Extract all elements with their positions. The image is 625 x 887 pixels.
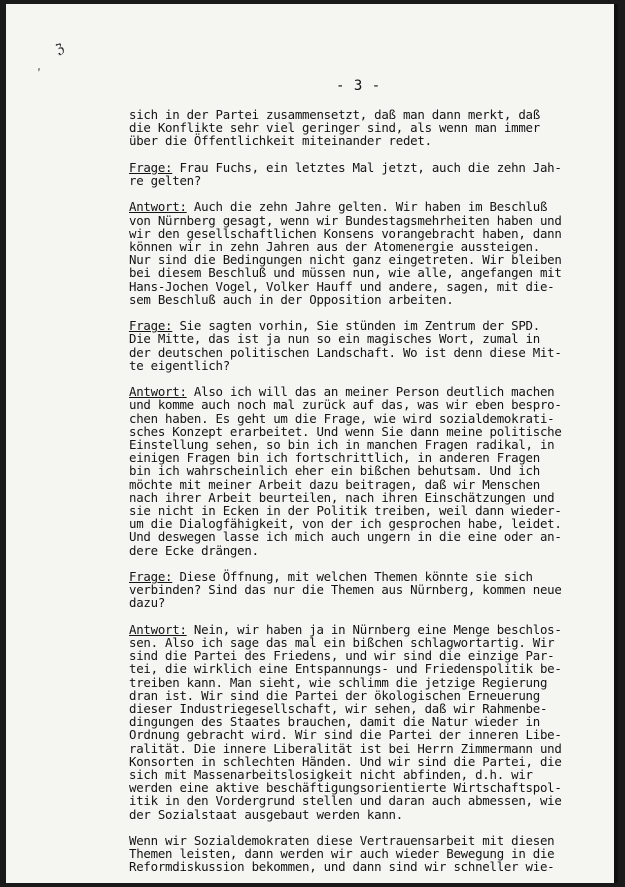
- line-text: bei diesem Beschluß und müssen nun, wie alle, angefangen mit: [129, 265, 562, 281]
- line-text: sen. Also ich sage das mal ein bißchen schlagwortartig. Wir: [129, 635, 555, 651]
- line-text: dieser Industriegesellschaft, wir sehen, daß wir Rahmenbe-: [129, 701, 548, 717]
- line-text: dere Ecke drängen.: [129, 542, 259, 558]
- text-line: [129, 860, 569, 873]
- paragraph: [129, 319, 569, 372]
- line-text: sem Beschluß auch in der Opposition arbeiten.: [129, 291, 454, 307]
- line-text: wir den gesellschaftlichen Konsens vorangebracht haben, dann: [129, 225, 562, 241]
- text-line: [129, 359, 569, 372]
- line-text: bin ich wahrscheinlich eher ein bißchen behutsam. Und ich: [129, 463, 540, 479]
- paragraph: [129, 200, 569, 306]
- speaker-label: Antwort:: [129, 199, 187, 215]
- line-text: chen haben. Es geht um die Frage, wie wird sozialdemokrati-: [129, 410, 555, 426]
- text-line: [129, 174, 569, 187]
- line-text: te eigentlich?: [129, 357, 230, 373]
- paragraph: [129, 161, 569, 187]
- line-text: sich in der Partei zusammensetzt, daß man dann merkt, daß: [129, 107, 540, 122]
- paragraph: [129, 834, 569, 874]
- paragraph: [129, 108, 569, 148]
- line-text: treiben kann. Man sieht, wie schlimm die jetzige Regierung: [129, 674, 548, 690]
- line-text: Wenn wir Sozialdemokraten diese Vertrauensarbeit mit diesen: [129, 833, 555, 849]
- line-text: Reformdiskussion bekommen, und dann sind wir schneller wie-: [129, 859, 555, 875]
- paragraph: [129, 570, 569, 610]
- line-text: dran ist. Wir sind die Partei der ökologischen Erneuerung: [129, 687, 540, 703]
- line-text: Nein, wir haben ja in Nürnberg eine Menge beschlos-: [186, 621, 562, 637]
- line-text: Ordnung gebracht wird. Wir sind die Partei der inneren Libe-: [129, 727, 562, 743]
- line-text: Die Mitte, das ist ja nun so ein magisches Wort, zumal in: [129, 331, 540, 347]
- speaker-label: Antwort:: [129, 621, 187, 637]
- line-text: sches Konzept erarbeitet. Und wenn Sie dann meine politische: [129, 423, 562, 439]
- line-text: um die Dialogfähigkeit, von der ich gesprochen habe, leidet.: [129, 516, 562, 532]
- line-text: Einstellung sehen, so bin ich in manchen Fragen radikal, in: [129, 437, 555, 453]
- line-text: nach ihrer Arbeit beurteilen, nach ihren Einschätzungen und: [129, 489, 555, 505]
- text-line: [129, 134, 569, 147]
- line-text: Frau Fuchs, ein letztes Mal jetzt, auch die zehn Jah-: [172, 159, 562, 175]
- line-text: über die Öffentlichkeit miteinander redet.: [129, 133, 432, 149]
- line-text: und komme auch noch mal zurück auf das, was wir eben bespro-: [129, 397, 562, 413]
- document-page: [6, 4, 618, 883]
- line-text: können wir in zehn Jahren aus der Atomenergie aussteigen.: [129, 239, 540, 254]
- line-text: einigen Fragen bin ich fortschrittlich, in anderen Fragen: [129, 450, 540, 466]
- line-text: itik in den Vordergrund stellen und daran auch abmessen, wie: [129, 793, 562, 809]
- line-text: sie nicht in Ecken in der Politik treiben, weil dann wieder-: [129, 503, 562, 519]
- text-line: [129, 596, 569, 609]
- page-number: - 3 -: [336, 78, 381, 94]
- paragraph: [129, 623, 569, 821]
- line-text: Hans-Jochen Vogel, Volker Hauff und andere, sagen, mit die-: [129, 278, 555, 294]
- line-text: Auch die zehn Jahre gelten. Wir haben im Beschluß: [186, 199, 548, 215]
- line-text: re gelten?: [129, 173, 202, 188]
- handwritten-mark-icon: ℨ: [53, 41, 67, 58]
- text-line: [129, 544, 569, 557]
- text-line: [129, 293, 569, 306]
- line-text: Konsorten in schlechten Händen. Und wir sind die Partei, die: [129, 753, 562, 769]
- speaker-label: Frage:: [129, 159, 173, 175]
- document-body: [129, 108, 569, 883]
- line-text: dingungen des Staates brauchen, damit die Natur wieder in: [129, 714, 540, 730]
- line-text: Nur sind die Bedingungen nicht ganz eingetreten. Wir bleiben: [129, 252, 562, 268]
- handwritten-tick-icon: ′: [36, 66, 47, 82]
- line-text: sind die Partei des Friedens, und wir sind die einzige Par-: [129, 648, 555, 664]
- line-text: ralität. Die innere Liberalität ist bei Herrn Zimmermann und: [129, 740, 562, 756]
- line-text: möchte mit meiner Arbeit dazu beitragen, daß wir Menschen: [129, 476, 540, 492]
- scan-border: [614, 4, 618, 883]
- line-text: Themen leisten, dann werden wir auch wieder Bewegung in die: [129, 846, 555, 862]
- line-text: werden eine aktive beschäftigungsorientierte Wirtschaftspol-: [129, 780, 562, 796]
- speaker-label: Frage:: [129, 569, 173, 585]
- line-text: Und deswegen lasse ich mich auch ungern in die eine oder an-: [129, 529, 562, 545]
- line-text: tei, die wirklich eine Entspannungs- und Friedenspolitik be-: [129, 661, 562, 677]
- line-text: der deutschen politischen Landschaft. Wo ist denn diese Mit-: [129, 344, 562, 360]
- line-text: der Sozialstaat ausgebaut werden kann.: [129, 806, 403, 822]
- line-text: Also ich will das an meiner Person deutlich machen: [186, 384, 555, 400]
- paragraph: [129, 385, 569, 557]
- line-text: verbinden? Sind das nur die Themen aus Nürnberg, kommen neue: [129, 582, 562, 598]
- speaker-label: Frage:: [129, 318, 173, 334]
- line-text: Diese Öffnung, mit welchen Themen könnte sie sich: [172, 569, 533, 585]
- text-line: [129, 583, 569, 596]
- speaker-label: Antwort:: [129, 384, 187, 400]
- text-line: [129, 808, 569, 821]
- line-text: von Nürnberg gesagt, wenn wir Bundestagsmehrheiten haben und: [129, 212, 562, 228]
- line-text: die Konflikte sehr viel geringer sind, als wenn man immer: [129, 120, 540, 136]
- line-text: dazu?: [129, 595, 166, 611]
- line-text: Sie sagten vorhin, Sie stünden im Zentrum der SPD.: [172, 318, 540, 334]
- line-text: sich mit Massenarbeitslosigkeit nicht abfinden, d.h. wir: [129, 767, 533, 783]
